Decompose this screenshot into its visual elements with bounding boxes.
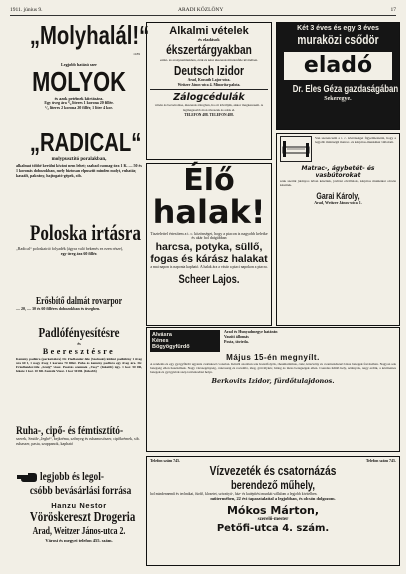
vizvezetek-ad xyxy=(146,456,400,566)
furdo-top-3: Bögyögyfürdő xyxy=(152,344,190,350)
poloska-price: egy üveg ára 60 fillér. xyxy=(60,251,98,257)
legjobb-line-1: legjobb és legol- xyxy=(40,469,104,483)
csodor-big: eladó xyxy=(303,52,373,78)
alkalmi-title: Alkalmi vételek xyxy=(169,25,249,37)
legjobb-ad xyxy=(16,469,142,569)
csodor-name: Dr. Eles Géza gazdaságában xyxy=(292,83,399,95)
csodor-eladó-band xyxy=(284,52,392,80)
matrac-ad xyxy=(276,133,400,326)
furdo-label-block xyxy=(150,330,220,352)
legjobb-phone: Városi és megyei telefon 455. szám. xyxy=(45,537,113,543)
csodor-subtitle: muraközi csődör xyxy=(297,32,379,48)
elo-text: Tisztelettel értesítem a t. c. közönséget, hogy a piacon is nagyobb keletke és akár hol drágábban xyxy=(150,230,268,241)
furdo-sign: Berkovits Izidor, fürdőtulajdonos. xyxy=(211,377,335,386)
vizvezetek-bold: műtermében, 22 évi tapasztalattal a legjobban, és olcsón dolgozom. xyxy=(210,496,336,502)
vizvezetek-subtitle: berendező műhely, xyxy=(230,477,316,492)
alkalmi-ad xyxy=(146,22,272,160)
erosbito-title: Erősbítő dalmát rovarpor xyxy=(35,296,123,307)
ruha-title: Ruha-, cipő- és fémtisztító- xyxy=(16,423,124,437)
molyok-ad xyxy=(16,62,142,126)
vizvezetek-text: hol mindennemű és technikai, fürdő, klozetet, szivattyú-, ház- és kutépítési munkát vállalom a legjobb kivitelben. xyxy=(150,492,318,496)
padlo-ad xyxy=(16,327,142,422)
elo-big-1: Élő xyxy=(183,163,235,198)
legjobb-row xyxy=(16,469,142,484)
radical-title: „RADICAL“ xyxy=(29,127,142,157)
matrac-address: Arad, Weitzer János-utca 1. xyxy=(314,200,362,206)
vizvezetek-address: Petőfi-utca 4. szám. xyxy=(216,522,330,534)
legjobb-name: Hanzu Nestor xyxy=(51,500,107,510)
padlo-title: Padlófényesítésre xyxy=(38,326,120,341)
molyok-lead: Legjobb hatású szer xyxy=(60,62,98,67)
molyhalal-ad xyxy=(16,20,150,56)
erosbito-text: — 20, — 30 és 60 filléres dobozokban és üvegben. xyxy=(16,306,101,311)
padlo-amp: és xyxy=(77,340,81,346)
molyok-price-1: Egy üveg ára ¹/₄ literes 1 korona 20 fillér. xyxy=(44,100,114,106)
poloska-text: „Radical“ poloskairtó folyadék (ágyra való bekenés ez ezen része), xyxy=(16,246,124,252)
matrac-title: Matrac-, ágybetét- és vasbútorokat xyxy=(301,165,375,179)
molyhalal-title: „Molyhalál!“ xyxy=(29,20,150,50)
matrac-text-2: szak szerint jutányos árban készítek, javítást elvállalok, kárpitos munkákat olcsón készítek. xyxy=(280,179,396,188)
matrac-name: Garai Károly, xyxy=(316,191,360,202)
molyok-subtitle: és azok petéinek kiirtására. xyxy=(54,96,104,102)
furdo-top-1: Alvásra xyxy=(152,332,172,338)
bed-icon xyxy=(280,136,312,162)
furdo-text: A rendelés és egy gyógyfürdő ugyanis csatlakozó vonalon. Kéntől azonban sok hozzáfolyók, rheumatizmus, csúz, köszvény és csontrendszeri lázas betegek forrásában. Nagyon sok betegség ellen használnak. Nagy vérszegénység, csúzosság és rozsdáló, ideg, görvélykór, hideg és lázas betegségek ellen. Csendes üdülő hely, sétányok, nagy erdők, a kórmentes betegek és gyógyulók szép tartózkodási helye. xyxy=(150,362,396,375)
pointing-hand-icon xyxy=(16,471,38,483)
header-paper-name: ARADI KÖZLÖNY xyxy=(178,7,224,13)
poloska-title: Poloska irtásra xyxy=(29,220,141,245)
header-page-number: 17 xyxy=(390,7,396,13)
matrac-text: Van szerencsém a t. c. közönséget figyelmeztetni, hogy a legjobb minőségű matrac- és kárpitos-munkákat vállalom. xyxy=(315,136,396,145)
furdo-right-2: Vasúti állomás xyxy=(224,333,249,339)
csodor-title: Két 3 éves és egy 3 éves xyxy=(297,25,379,32)
furdo-date: Május 15-én megnyílt. xyxy=(226,353,320,362)
padlo-title-2: Beeresztésre xyxy=(42,346,116,356)
matrac-top-row xyxy=(280,136,396,162)
furdo-right-1: Arad és Hunyadmegye határán xyxy=(224,329,278,334)
radical-text: alkalmat többé kerülni kívánt nem lehet; szabad csomag-ára 1 K. — 50 és 1 koronás dobozokban, mely biztosan elpusztít minden molyt, ruhatár, kaszált, pakrány, hajtogató-gépek, stb. xyxy=(16,163,142,179)
elo-text-2: a mai napon is naponta kapható. A halak ára a vásár a piaci napokon a piacra. xyxy=(150,265,268,270)
furdo-top-row xyxy=(150,330,396,352)
alkalmi-text-1: ezüst- és aranyneműekben, órák és kész ékszerek mindenféle kivitelben. xyxy=(159,57,259,62)
furdo-info xyxy=(220,330,396,352)
elo-kinds: harcsa, potyka, süllő, fogas és kárász halakat xyxy=(150,241,268,266)
alkalmi-big: ékszertárgyakban xyxy=(166,41,252,57)
molyok-price-2: ¹/₂ literes 2 korona 20 fillér, 1 liter 4 kor. xyxy=(45,105,113,111)
page-header xyxy=(10,7,396,16)
alkalmi-subtitle: és eladások xyxy=(198,37,220,43)
alkalmi-phone: TELEFON 488. TELEFON 488. xyxy=(184,112,234,117)
csodor-place: Sekeregye. xyxy=(324,95,352,102)
ruha-text: szerek, Smith-„Jegbé“, bejkréma, szőnyeg és ruhamosószer, cipőkrémek, stb. ruhaszer, pasta, szappanok, kapható xyxy=(16,436,140,447)
alkalmi-address: Arad, Kossuth Lajos-utca. xyxy=(187,78,231,83)
elo-big-2: halak! xyxy=(152,193,266,231)
elo-name: Scheer Lajos. xyxy=(178,272,240,287)
legjobb-shop: Vöröskereszt Drogeria xyxy=(29,509,136,525)
alkalmi-divider xyxy=(150,89,268,90)
vizvezetek-phone-left: Telefon szám 745. xyxy=(150,458,181,463)
alkalmi-address-2: Weitzer János-utca 4. Minorita-palota. xyxy=(177,82,241,87)
bogyogy-furdo-ad xyxy=(146,327,400,452)
poloska-ad xyxy=(16,221,142,291)
alkalmi-text-2: vétele és becsérolése, ékszerek zálogban, ha ott kiváltják, akkor megkeresem. A legmagasabb áron átveszek és adok el. xyxy=(154,103,264,112)
alkalmi-zalog: Zálogcédulák xyxy=(173,92,245,104)
vizvezetek-role: szerelő-mester xyxy=(257,516,289,522)
radical-subtitle: molypusztító poralakban, xyxy=(51,157,107,163)
molyok-title: MOLYOK xyxy=(32,66,126,98)
furdo-top-2: Kénes xyxy=(152,338,169,344)
legjobb-line-2: csóbb bevásárlási forrása xyxy=(29,483,132,497)
ruha-ad xyxy=(16,424,142,468)
molyhalal-code: 1189 xyxy=(133,52,140,56)
furdo-right-3: Posta, távírda. xyxy=(224,338,249,344)
vizvezetek-title: Vízvezeték és csatornázás xyxy=(209,462,337,478)
vizvezetek-name: Mókos Márton, xyxy=(226,503,320,517)
header-date: 1911. június 9. xyxy=(10,7,43,13)
csodor-ad xyxy=(276,22,400,130)
alkalmi-name: Deutsch Izidor xyxy=(174,62,244,78)
erosbito-ad xyxy=(16,296,142,326)
elo-halak-ad xyxy=(146,163,272,326)
radical-ad xyxy=(16,129,142,217)
vizvezetek-phone-right: Telefon szám 745. xyxy=(365,458,396,463)
padlo-text: Kemény padlóra (parkettákra) Dr. Fiedlander-féle (Szolnoki) kitűnő padlófény 1 üveg ára 60 f, 1 nagy üveg 1 korona 70 fillér. Puha és kemény padlóra egy üveg ára. Dr. Friedlander-féle „Szalg“ viasz. Pasztás szemnek „Vasy“ (Inkabb) úgy. 1 kor. 50 fill, fekete 1 kor. 10 fill. Zomsik Viasz. 1 kor 30 fill. (Inkabb) xyxy=(16,356,142,373)
legjobb-address: Arad, Weitzer János-utca 2. xyxy=(32,525,126,537)
